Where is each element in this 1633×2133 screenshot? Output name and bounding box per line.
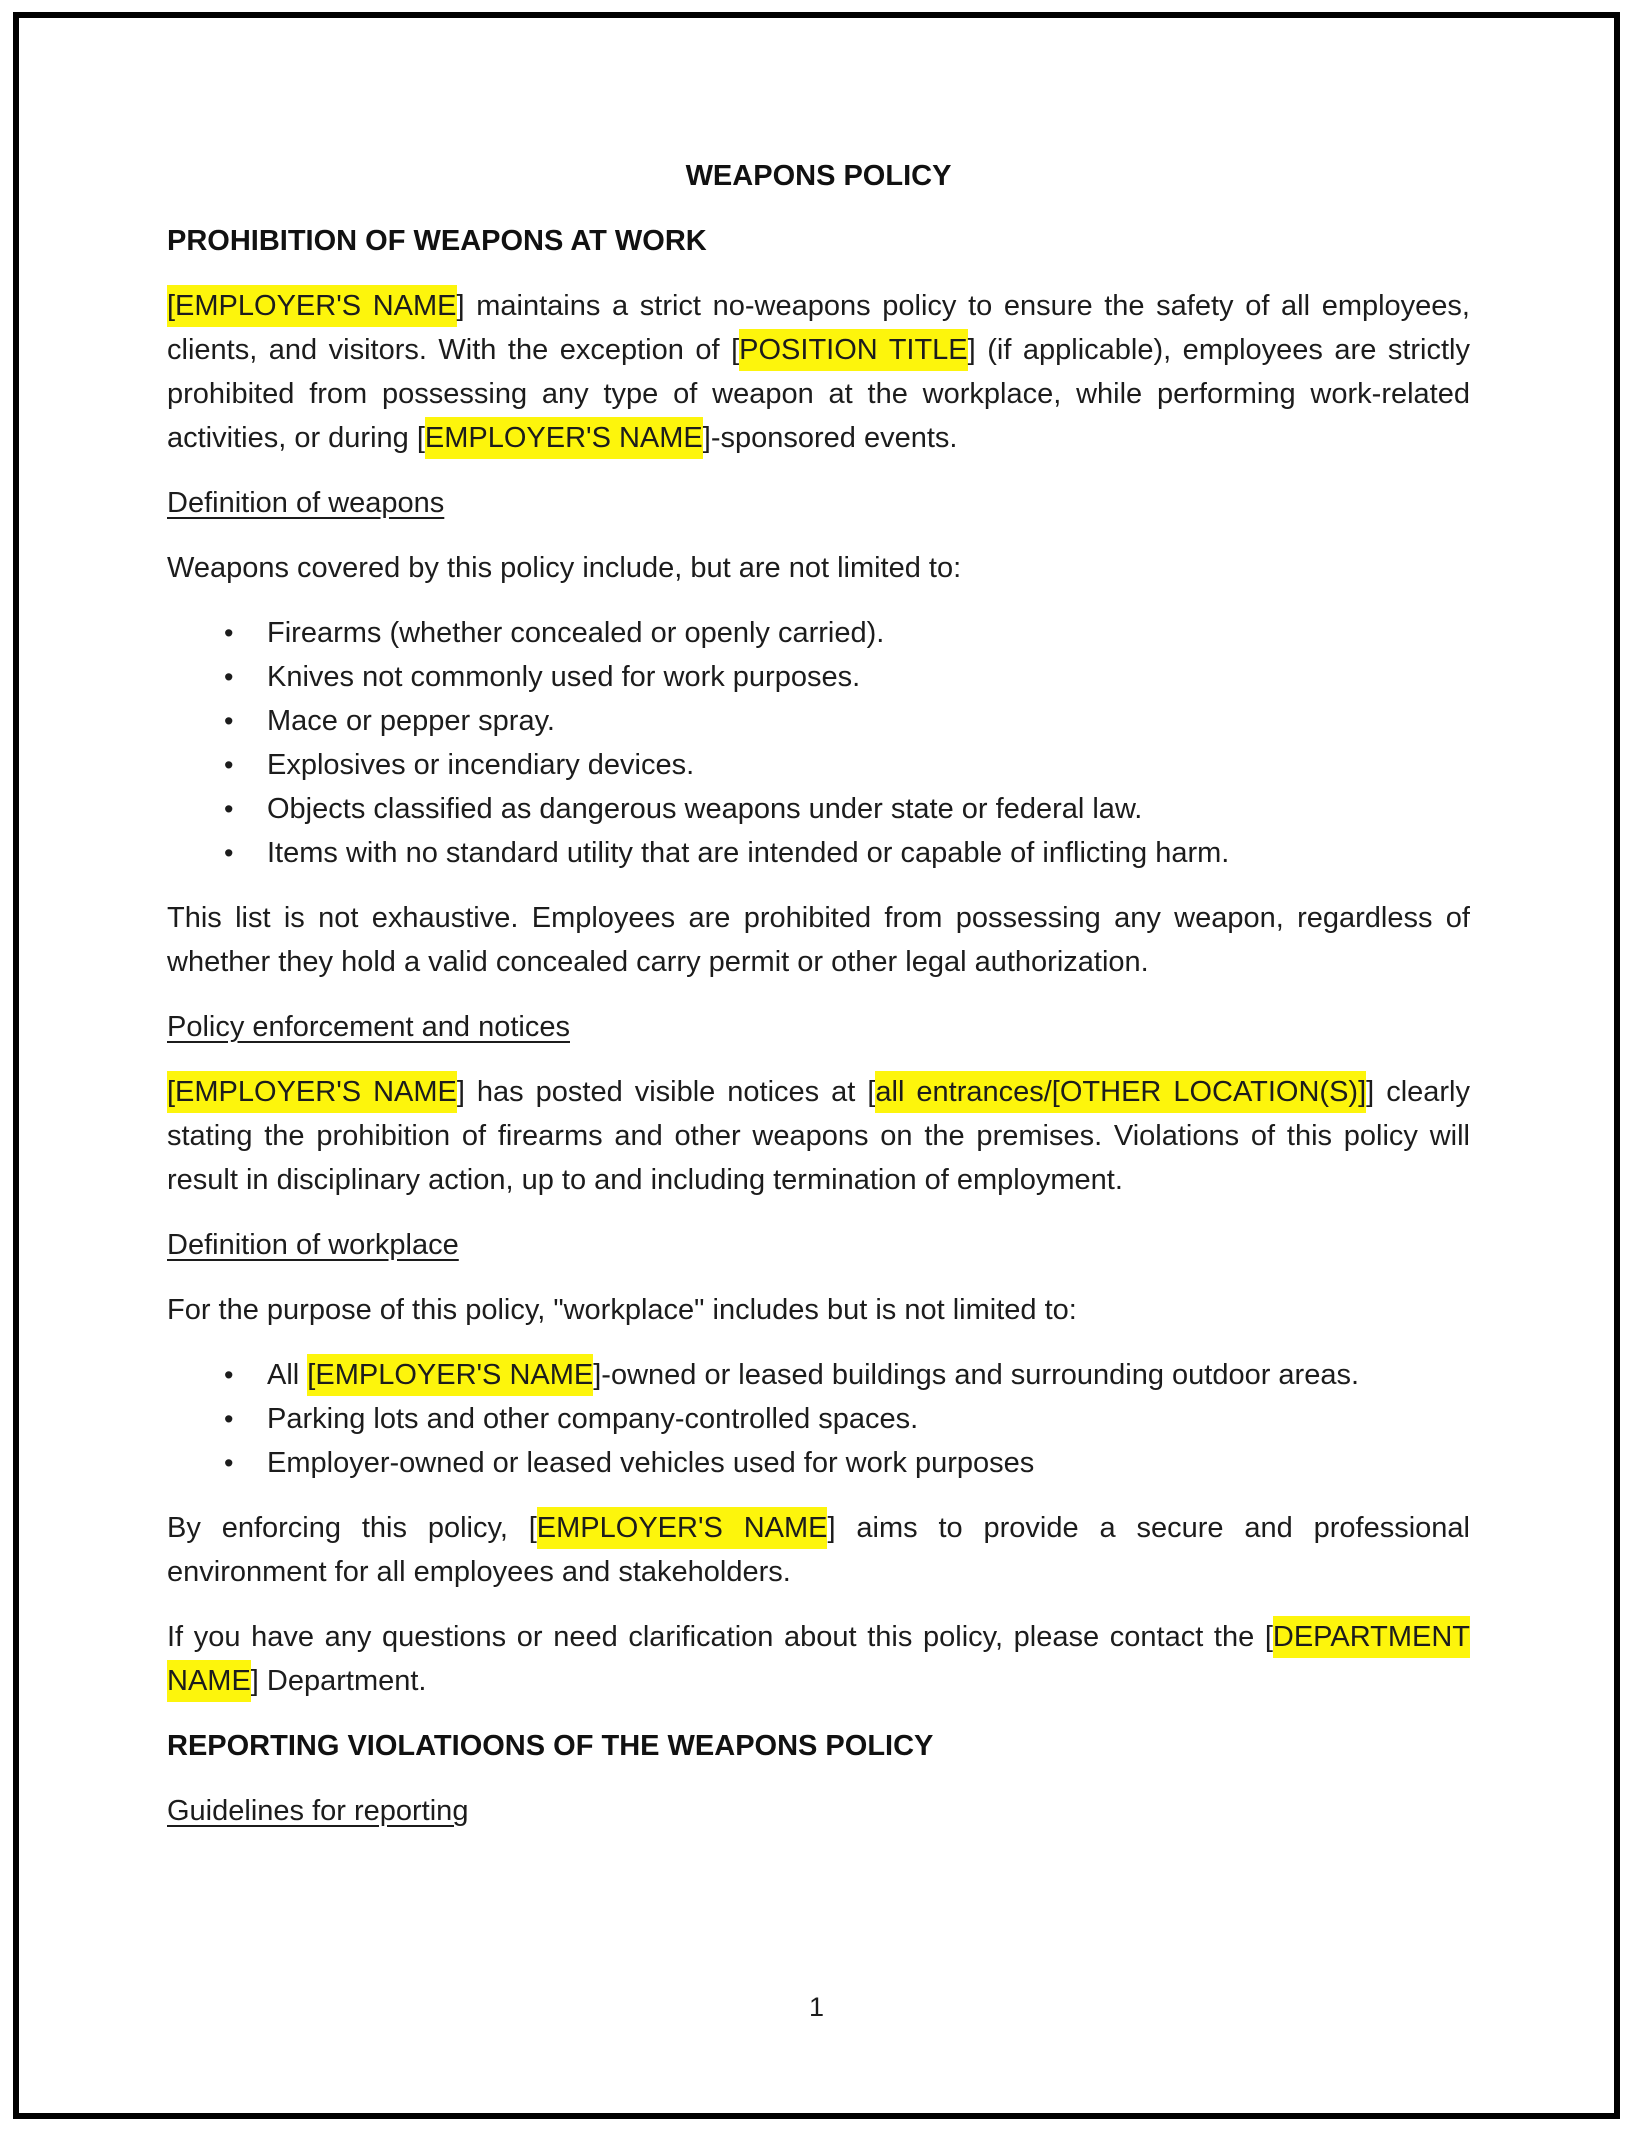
text-run: Weapons covered by this policy include, but are not limited to:	[167, 552, 962, 584]
bullet-list	[167, 611, 1470, 875]
placeholder-highlight: EMPLOYER'S NAME	[537, 1507, 828, 1549]
placeholder-highlight: all entrances/[OTHER LOCATION(S)]	[875, 1071, 1366, 1113]
placeholder-highlight: [EMPLOYER'S NAME	[167, 285, 457, 327]
text-run: ] maintains a strict no-weapons policy to ensure the safety of all employees, clients, and visitors. With the exception of [	[167, 290, 1470, 366]
document-page	[13, 12, 1620, 2119]
bullet-item	[167, 1353, 1470, 1397]
text-run: Mace or pepper spray.	[267, 705, 555, 737]
text-run: Knives not commonly used for work purposes.	[267, 661, 861, 693]
subsection-heading: Policy enforcement and notices	[167, 1011, 570, 1043]
subsection-heading: Definition of weapons	[167, 487, 445, 519]
bullet-item	[167, 831, 1470, 875]
page-number: 1	[808, 1992, 825, 2022]
paragraph	[167, 1506, 1470, 1594]
text-run: Items with no standard utility that are intended or capable of inflicting harm.	[267, 837, 1230, 869]
bullet-item	[167, 699, 1470, 743]
subsection-heading: Guidelines for reporting	[167, 1795, 469, 1827]
subsection-heading: Definition of workplace	[167, 1229, 459, 1261]
placeholder-highlight: DEPARTMENT NAME	[167, 1616, 1470, 1702]
text-run: ] (if applicable), employees are strictly prohibited from possessing any type of weapon at the workplace, while performing work-related activities, or during [	[167, 334, 1471, 454]
paragraph	[167, 284, 1470, 460]
paragraph	[167, 1615, 1470, 1703]
text-run: ] Department.	[250, 1665, 427, 1697]
text-run: ] aims to provide a secure and professional environment for all employees and stakeholders.	[167, 1512, 1470, 1588]
text-run: ] clearly stating the prohibition of firearms and other weapons on the premises. Violations of this policy will result in disciplinary action, up to and including termination of employment.	[167, 1076, 1470, 1196]
paragraph	[167, 546, 1470, 590]
text-run: For the purpose of this policy, "workplace" includes but is not limited to:	[167, 1294, 1077, 1326]
text-run: Objects classified as dangerous weapons under state or federal law.	[267, 793, 1143, 825]
bullet-item	[167, 655, 1470, 699]
text-run: ]-owned or leased buildings and surrounding outdoor areas.	[593, 1359, 1360, 1391]
bullet-item	[167, 1397, 1470, 1441]
text-run: Employer-owned or leased vehicles used for work purposes	[267, 1447, 1035, 1479]
text-run: Parking lots and other company-controlled spaces.	[267, 1403, 919, 1435]
text-run: If you have any questions or need clarification about this policy, please contact the [	[167, 1621, 1273, 1653]
text-run: ]-sponsored events.	[702, 422, 958, 454]
bullet-item	[167, 787, 1470, 831]
bullet-list	[167, 1353, 1470, 1485]
placeholder-highlight: [EMPLOYER'S NAME	[307, 1354, 593, 1396]
section-heading: REPORTING VIOLATIOONS OF THE WEAPONS POLICY	[167, 1730, 934, 1762]
document-body	[167, 219, 1470, 1833]
text-run: Explosives or incendiary devices.	[267, 749, 695, 781]
placeholder-highlight: EMPLOYER'S NAME	[425, 417, 703, 459]
bullet-item	[167, 611, 1470, 655]
section-heading: PROHIBITION OF WEAPONS AT WORK	[167, 225, 707, 257]
placeholder-highlight: [EMPLOYER'S NAME	[167, 1071, 457, 1113]
text-run: By enforcing this policy, [	[167, 1512, 537, 1544]
text-run: This list is not exhaustive. Employees are prohibited from possessing any weapon, regardless of whether they hold a valid concealed carry permit or other legal authorization.	[167, 902, 1470, 978]
paragraph	[167, 1288, 1470, 1332]
document-title: WEAPONS POLICY	[685, 160, 952, 192]
text-run: All	[267, 1359, 308, 1391]
bullet-item	[167, 1441, 1470, 1485]
placeholder-highlight: POSITION TITLE	[739, 329, 968, 371]
text-run: Firearms (whether concealed or openly carried).	[267, 617, 885, 649]
paragraph	[167, 896, 1470, 984]
page-content	[19, 18, 1614, 2113]
bullet-item	[167, 743, 1470, 787]
paragraph	[167, 1070, 1470, 1202]
text-run: ] has posted visible notices at [	[456, 1076, 876, 1108]
